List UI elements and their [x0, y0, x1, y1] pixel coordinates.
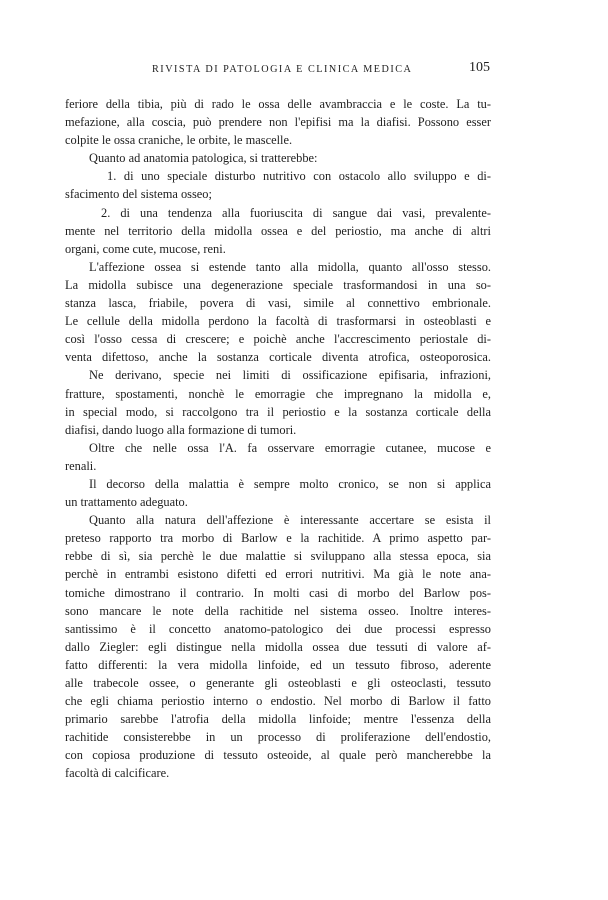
text-line: Ne derivano, specie nei limiti di ossificazione epifisaria, infrazioni, [89, 368, 491, 383]
text-line: Quanto alla natura dell'affezione è interessante accertare se esista il [89, 513, 491, 528]
text-line: renali. [65, 458, 97, 473]
text-line: dallo Ziegler: egli distingue nella midolla ossea due tessuti di valore af- [65, 639, 491, 654]
text-line: che egli chiama periostio interno o endostio. Nel morbo di Barlow il fatto [65, 694, 491, 709]
text-line: rebbe di sì, sia perchè le due malattie si sviluppano alla stessa epoca, sia [65, 549, 491, 564]
text-line: L'affezione ossea si estende tanto alla midolla, quanto all'osso stesso. [89, 259, 491, 274]
text-line: mente nel territorio della midolla ossea e del periostio, ma anche di altri [65, 223, 491, 238]
text-line: Le cellule della midolla perdono la facoltà di trasformarsi in osteoblasti e [65, 314, 491, 329]
text-line: così l'osso cessa di crescere; e poichè anche l'accrescimento periostale di- [65, 332, 491, 347]
text-line: perchè in entrambi esistono difetti ed errori nutritivi. Ma già le note ana- [65, 567, 491, 582]
text-line: Oltre che nelle ossa l'A. fa osservare emorragie cutanee, mucose e [89, 440, 491, 455]
text-line: 1. di uno speciale disturbo nutritivo con ostacolo allo sviluppo e di- [107, 169, 491, 184]
text-line: colpite le ossa craniche, le orbite, le mascelle. [65, 133, 293, 148]
text-line: facoltà di calcificare. [65, 766, 170, 781]
text-line: rachitide consisterebbe in un processo di proliferazione dell'endostio, [65, 730, 491, 745]
text-line: in special modo, si raccolgono tra il periostio e la sostanza corticale della [65, 404, 491, 419]
text-line: fratture, spostamenti, nonchè le emorragie che impregnano la midolla e, [65, 386, 491, 401]
text-line: organi, come cute, mucose, reni. [65, 241, 226, 256]
text-line: feriore della tibia, più di rado le ossa delle avambraccia e le coste. La tu- [65, 97, 491, 111]
text-line: alle trabecole ossee, o generante gli osteoblasti e gli osteoclasti, tessuto [65, 676, 491, 690]
text-line: tomiche dimostrano il contrario. In molti casi di morbo del Barlow pos- [65, 585, 491, 600]
text-line: venta difettoso, anche la sostanza corticale diventa atrofica, osteoporosica. [65, 350, 491, 365]
text-line: sfacimento del sistema osseo; [65, 187, 212, 202]
text-line: fatto differenti: la vera midolla linfoide, ed un tessuto fibroso, aderente [65, 657, 491, 672]
text-line: diafisi, dando luogo alla formazione di tumori. [65, 422, 297, 437]
running-title: RIVISTA DI PATOLOGIA E CLINICA MEDICA [152, 64, 413, 75]
page-number: 105 [469, 60, 490, 75]
running-head [60, 60, 490, 82]
text-line: sono mancare le note della rachitide nel sistema osseo. Inoltre interes- [65, 603, 491, 618]
text-line: mefazione, alla coscia, può prendere non l'epifisi ma la diafisi. Possono esser [65, 115, 491, 130]
text-line: 2. di una tendenza alla fuoriuscita di sangue dai vasi, prevalente- [101, 205, 491, 220]
body-text [65, 95, 491, 783]
text-line: con copiosa produzione di tessuto osteoide, al quale però mancherebbe la [65, 748, 491, 763]
text-line: Il decorso della malattia è sempre molto cronico, se non si applica [89, 476, 491, 491]
text-line: stanza lasca, friabile, povera di vasi, simile al connettivo embrionale. [65, 296, 491, 311]
text-line: preteso rapporto tra morbo di Barlow e la rachitide. A primo aspetto par- [65, 531, 491, 546]
text-line: primario sarebbe l'atrofia della midolla linfoide; mentre l'essenza della [65, 712, 491, 727]
text-line: santissimo è il concetto anatomo-patologico dei due processi espresso [65, 621, 491, 636]
text-line: La midolla subisce una degenerazione speciale trasformandosi in una so- [65, 277, 491, 292]
text-line: un trattamento adeguato. [65, 495, 188, 510]
text-line: Quanto ad anatomia patologica, si tratterebbe: [89, 151, 318, 166]
